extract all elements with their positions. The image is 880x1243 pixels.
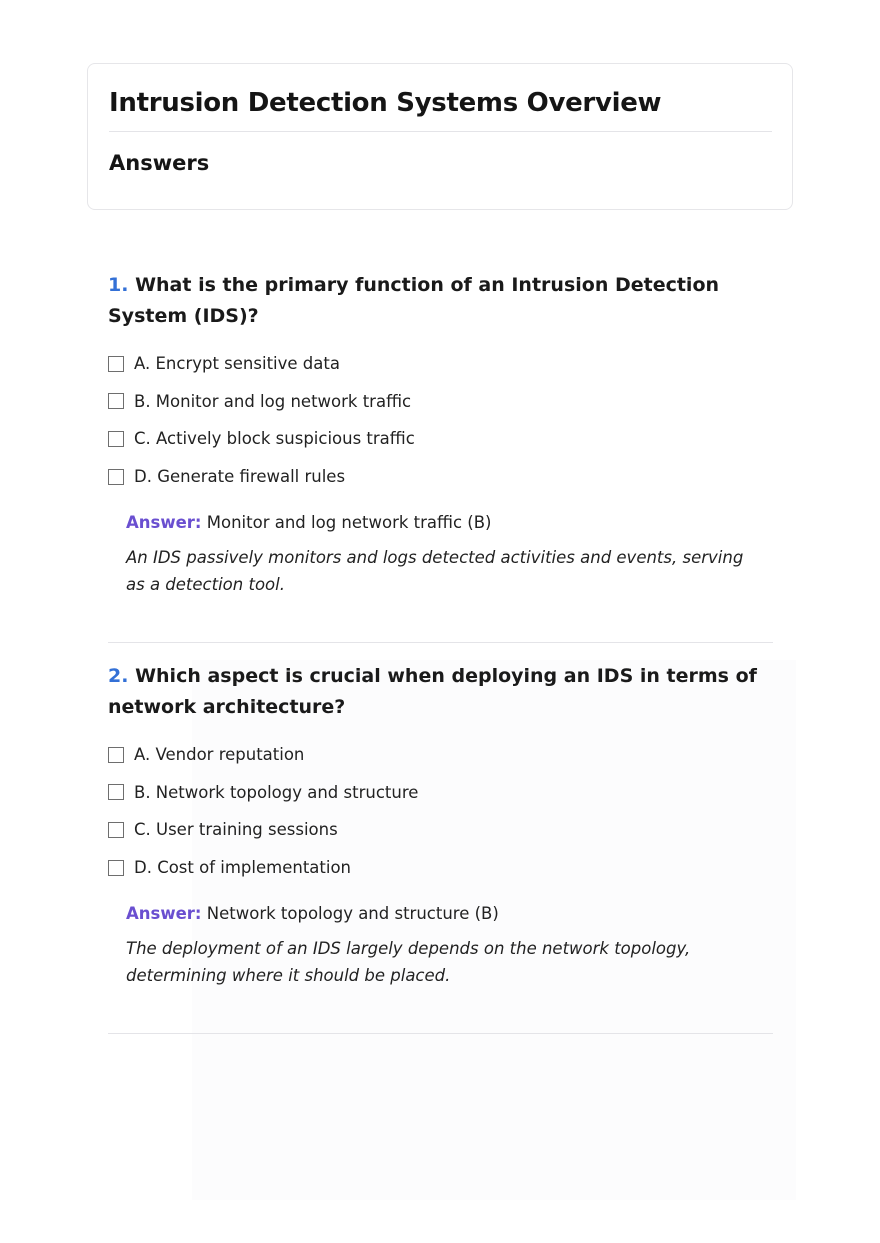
option-d[interactable]	[108, 849, 708, 887]
checkbox[interactable]	[108, 431, 124, 447]
question-divider	[108, 642, 773, 643]
question-number: 1.	[108, 274, 129, 296]
question-text	[108, 270, 773, 332]
checkbox[interactable]	[108, 822, 124, 838]
option-b[interactable]	[108, 774, 708, 812]
option-d[interactable]	[108, 458, 708, 496]
answer-line	[126, 511, 766, 535]
question-1	[108, 270, 773, 594]
option-label: C. User training sessions	[134, 820, 338, 840]
option-list	[108, 345, 708, 495]
option-label: B. Monitor and log network traffic	[134, 391, 412, 411]
document-title: Intrusion Detection Systems Overview	[109, 88, 662, 118]
option-label: C. Actively block suspicious traffic	[134, 429, 415, 449]
header-card	[87, 63, 793, 210]
document-subtitle: Answers	[109, 151, 210, 175]
answer-block	[126, 511, 766, 598]
answer-explanation: An IDS passively monitors and logs detected activities and events, serving as a detection tool.	[126, 548, 744, 594]
option-list	[108, 736, 708, 886]
option-label: D. Generate firewall rules	[134, 467, 346, 487]
checkbox[interactable]	[108, 469, 124, 485]
option-a[interactable]	[108, 736, 708, 774]
question-number: 2.	[108, 665, 129, 687]
option-label: D. Cost of implementation	[134, 858, 352, 878]
option-c[interactable]	[108, 811, 708, 849]
option-label: A. Vendor reputation	[134, 745, 305, 765]
option-label: A. Encrypt sensitive data	[134, 354, 340, 374]
answer-text: Network topology and structure (B)	[206, 904, 499, 923]
question-prompt: What is the primary function of an Intrusion Detection System (IDS)?	[108, 274, 720, 327]
title-divider	[109, 131, 772, 132]
checkbox[interactable]	[108, 860, 124, 876]
option-c[interactable]	[108, 420, 708, 458]
answer-label: Answer:	[126, 513, 202, 532]
question-text	[108, 661, 773, 723]
checkbox[interactable]	[108, 356, 124, 372]
answer-block	[126, 902, 766, 989]
question-prompt: Which aspect is crucial when deploying an IDS in terms of network architecture?	[108, 665, 757, 718]
answer-line	[126, 902, 766, 926]
checkbox[interactable]	[108, 784, 124, 800]
answer-explanation: The deployment of an IDS largely depends on the network topology, determining where it should be placed.	[126, 939, 691, 985]
answer-text: Monitor and log network traffic (B)	[206, 513, 492, 532]
checkbox[interactable]	[108, 393, 124, 409]
answer-label: Answer:	[126, 904, 202, 923]
option-label: B. Network topology and structure	[134, 782, 419, 802]
option-b[interactable]	[108, 383, 708, 421]
option-a[interactable]	[108, 345, 708, 383]
checkbox[interactable]	[108, 747, 124, 763]
question-divider	[108, 1033, 773, 1034]
question-2	[108, 661, 773, 985]
